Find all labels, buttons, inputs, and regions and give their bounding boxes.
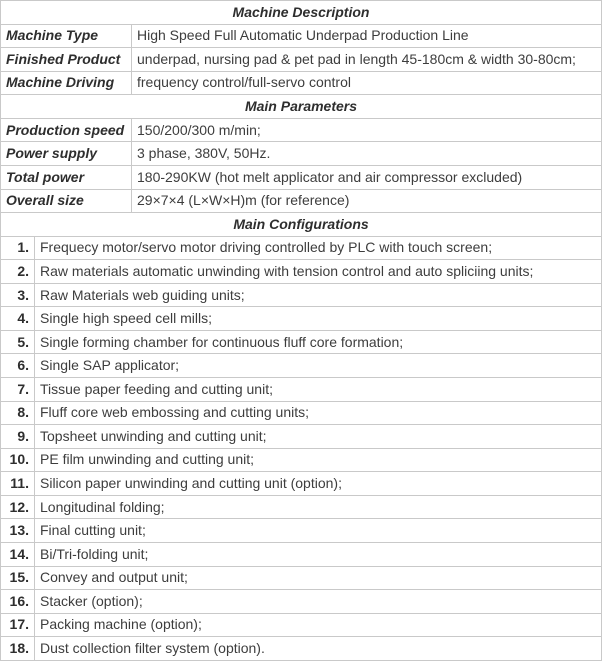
row-label-machine-driving: Machine Driving [1,71,132,95]
item-text: Dust collection filter system (option). [35,637,602,661]
config-row [1,495,602,519]
config-row [1,236,602,260]
item-number: 18. [1,637,35,661]
config-row [1,307,602,331]
config-row [1,354,602,378]
row-value-overall-size: 29×7×4 (L×W×H)m (for reference) [132,189,602,213]
config-row [1,472,602,496]
config-row [1,448,602,472]
item-number: 3. [1,283,35,307]
table-row [1,95,602,119]
table-row [1,48,602,72]
config-row [1,425,602,449]
item-text: Single high speed cell mills; [35,307,602,331]
row-value-production-speed: 150/200/300 m/min; [132,118,602,142]
item-text: Single forming chamber for continuous fluff core formation; [35,330,602,354]
row-label-finished-product: Finished Product [1,48,132,72]
item-text: PE film unwinding and cutting unit; [35,448,602,472]
item-number: 2. [1,260,35,284]
item-text: Longitudinal folding; [35,495,602,519]
item-text: Tissue paper feeding and cutting unit; [35,378,602,402]
item-text: Convey and output unit; [35,566,602,590]
item-number: 4. [1,307,35,331]
config-row [1,542,602,566]
table-row [1,1,602,25]
item-number: 1. [1,236,35,260]
item-text: Raw Materials web guiding units; [35,283,602,307]
config-row [1,378,602,402]
row-label-machine-type: Machine Type [1,24,132,48]
config-row [1,519,602,543]
table-row [1,24,602,48]
item-text: Frequecy motor/servo motor driving controlled by PLC with touch screen; [35,236,602,260]
item-text: Final cutting unit; [35,519,602,543]
item-number: 12. [1,495,35,519]
config-row [1,330,602,354]
item-number: 7. [1,378,35,402]
section-header-main-configurations: Main Configurations [1,213,602,237]
table-row [1,71,602,95]
section-header-machine-description: Machine Description [1,1,602,25]
item-number: 13. [1,519,35,543]
table-row [1,165,602,189]
table-row [1,189,602,213]
item-number: 6. [1,354,35,378]
item-number: 15. [1,566,35,590]
row-label-overall-size: Overall size [1,189,132,213]
config-row [1,637,602,661]
item-text: Single SAP applicator; [35,354,602,378]
item-number: 16. [1,590,35,614]
item-text: Bi/Tri-folding unit; [35,542,602,566]
item-number: 14. [1,542,35,566]
table-row [1,213,602,237]
config-row [1,260,602,284]
row-value-total-power: 180-290KW (hot melt applicator and air compressor excluded) [132,165,602,189]
table-row [1,118,602,142]
item-text: Raw materials automatic unwinding with tension control and auto spliciing units; [35,260,602,284]
row-value-power-supply: 3 phase, 380V, 50Hz. [132,142,602,166]
row-label-production-speed: Production speed [1,118,132,142]
item-number: 17. [1,613,35,637]
config-row [1,401,602,425]
item-text: Packing machine (option); [35,613,602,637]
row-label-power-supply: Power supply [1,142,132,166]
row-value-finished-product: underpad, nursing pad & pet pad in length 45-180cm & width 30-80cm; [132,48,602,72]
config-row [1,613,602,637]
config-row [1,590,602,614]
row-value-machine-type: High Speed Full Automatic Underpad Production Line [132,24,602,48]
row-value-machine-driving: frequency control/full-servo control [132,71,602,95]
item-text: Stacker (option); [35,590,602,614]
config-row [1,283,602,307]
item-text: Topsheet unwinding and cutting unit; [35,425,602,449]
item-number: 10. [1,448,35,472]
item-number: 5. [1,330,35,354]
row-label-total-power: Total power [1,165,132,189]
item-text: Silicon paper unwinding and cutting unit (option); [35,472,602,496]
item-number: 11. [1,472,35,496]
item-text: Fluff core web embossing and cutting units; [35,401,602,425]
section-header-main-parameters: Main Parameters [1,95,602,119]
table-row [1,142,602,166]
item-number: 9. [1,425,35,449]
item-number: 8. [1,401,35,425]
config-row [1,566,602,590]
